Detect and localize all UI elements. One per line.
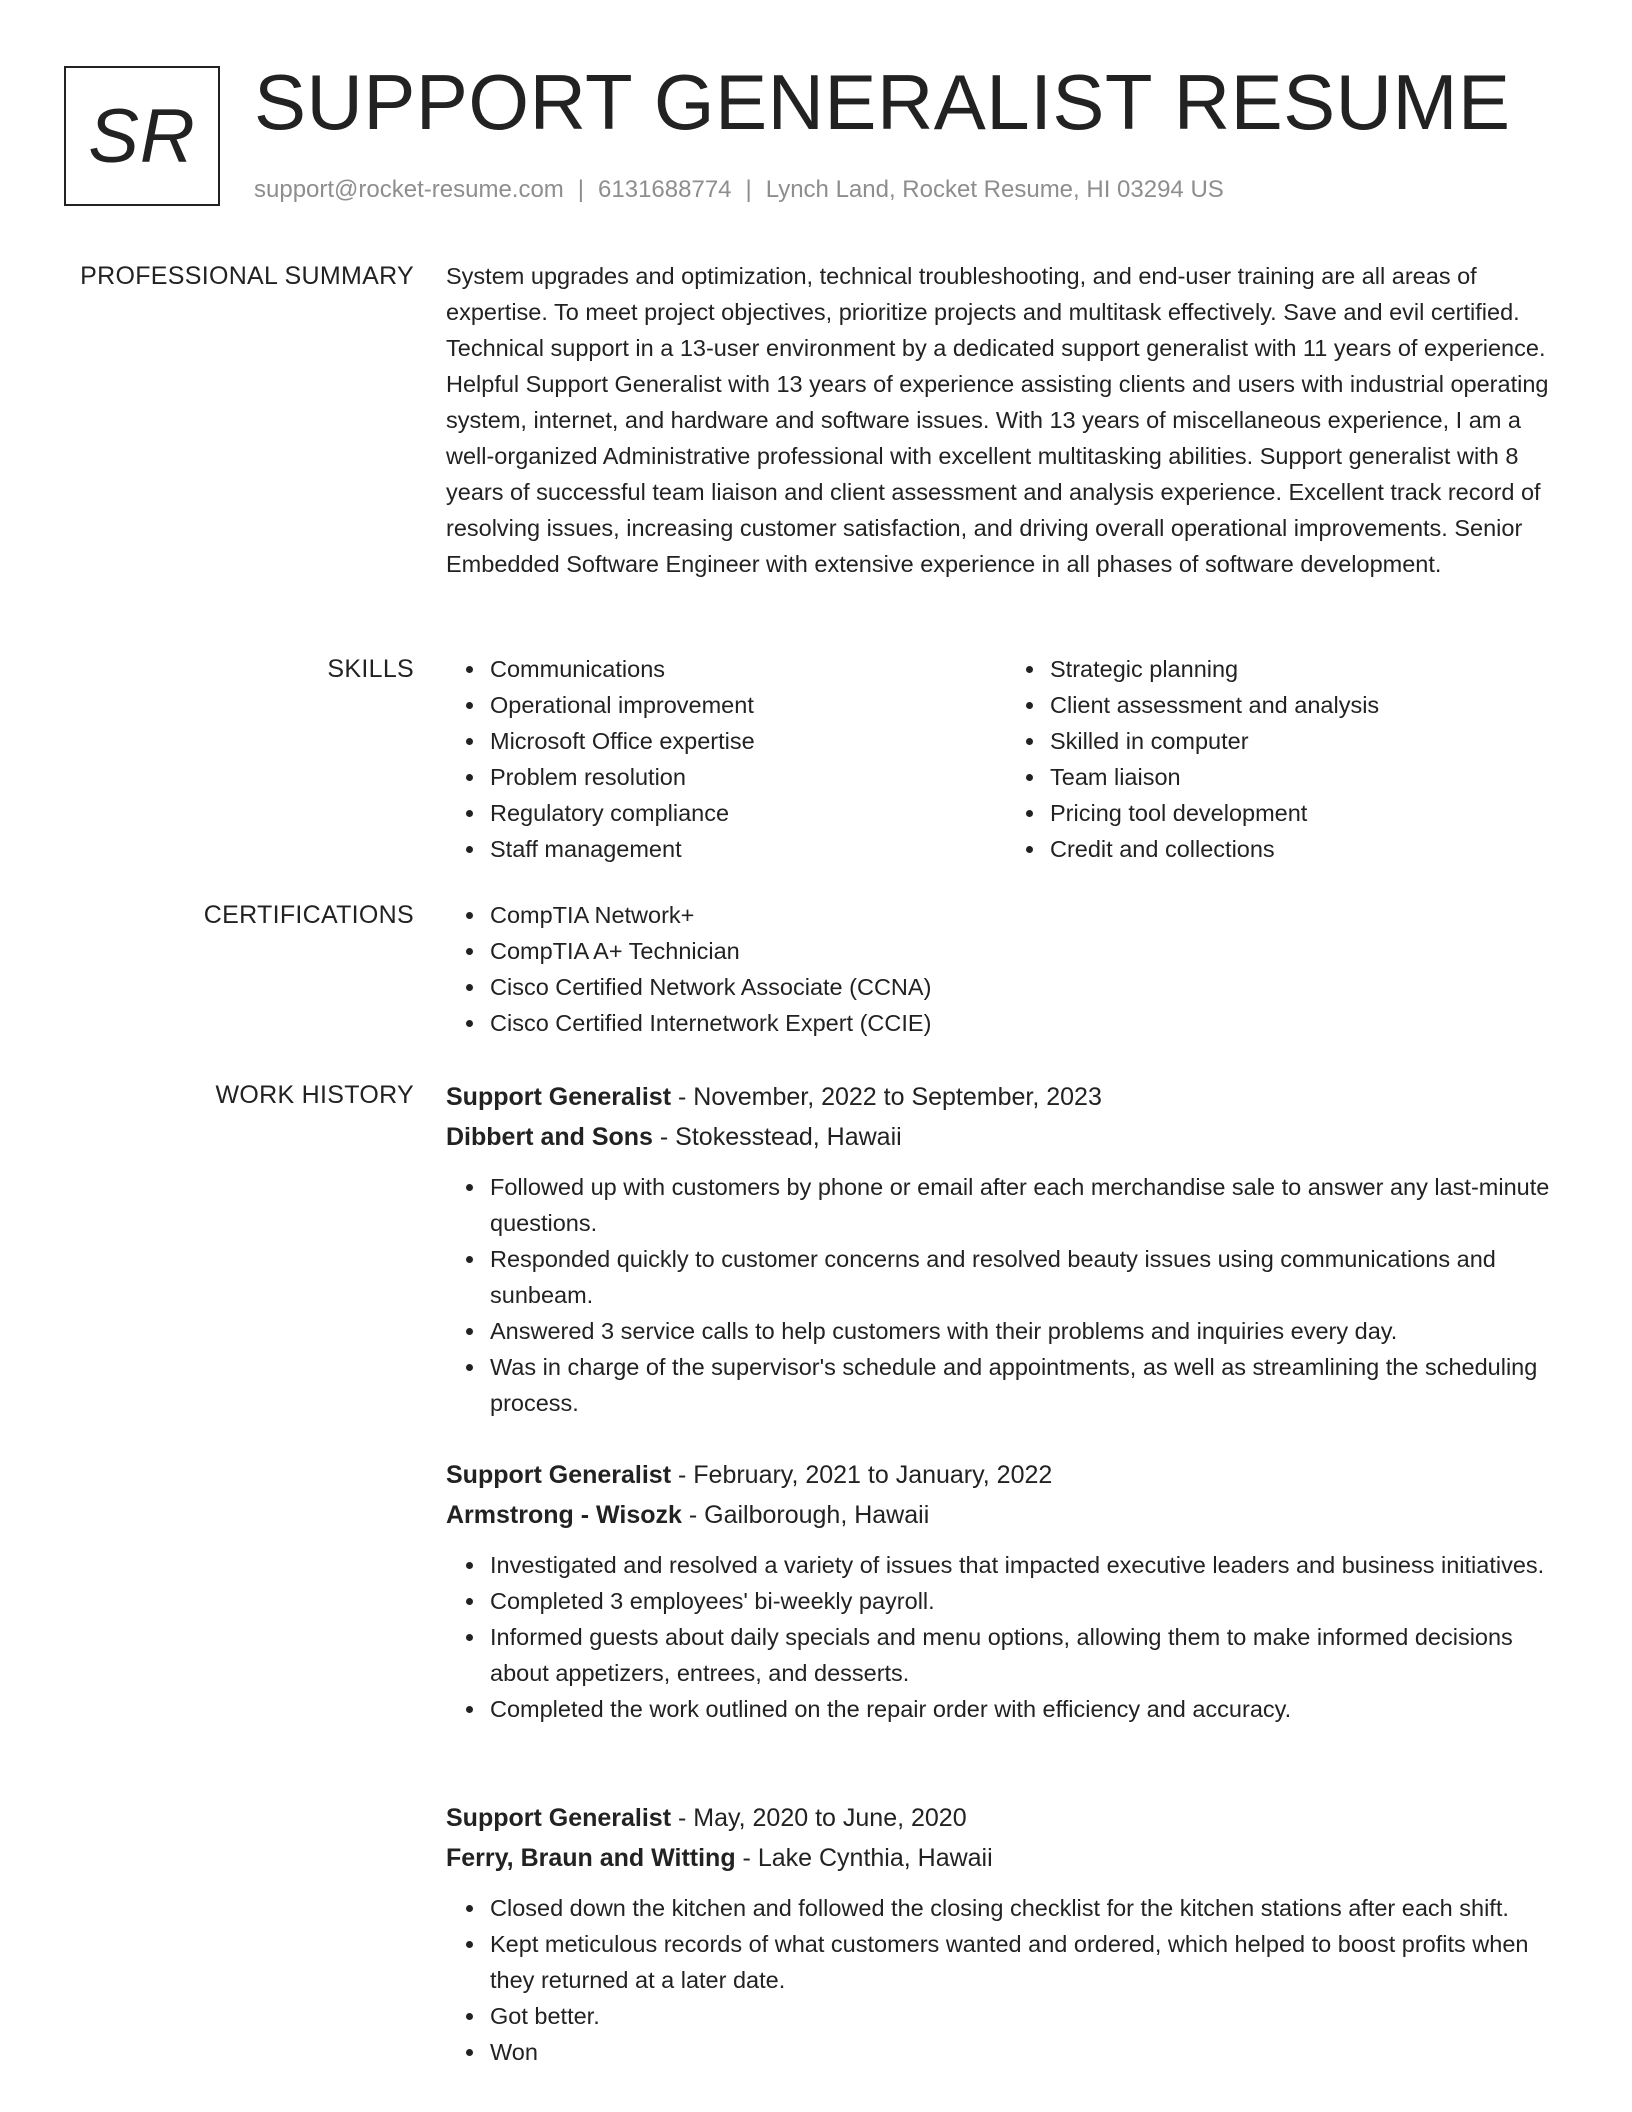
certification-item: Cisco Certified Network Associate (CCNA) <box>490 969 1566 1005</box>
skill-item: Staff management <box>490 831 1006 867</box>
job-bullet: Followed up with customers by phone or email after each merchandise sale to answer any last-minute questions. <box>490 1169 1566 1241</box>
section-heading-summary: PROFESSIONAL SUMMARY <box>80 262 414 290</box>
section-heading-skills: SKILLS <box>327 655 414 683</box>
job-bullet: Kept meticulous records of what customers wanted and ordered, which helped to boost profits when they returned at a later date. <box>490 1926 1566 1998</box>
certification-item: CompTIA A+ Technician <box>490 933 1566 969</box>
skill-item: Credit and collections <box>1050 831 1566 867</box>
job-bullet: Informed guests about daily specials and menu options, allowing them to make informed decisions about appetizers, entrees, and desserts. <box>490 1619 1566 1691</box>
job-title: Support Generalist <box>446 1804 672 1832</box>
job-company: Ferry, Braun and Witting <box>446 1844 736 1872</box>
monogram-initials: SR <box>88 93 196 179</box>
job-bullet: Responded quickly to customer concerns and resolved beauty issues using communications and sunbeam. <box>490 1241 1566 1313</box>
skills-body <box>446 651 1566 867</box>
job-company-line <box>446 1495 1566 1535</box>
job-bullet: Investigated and resolved a variety of issues that impacted executive leaders and business initiatives. <box>490 1547 1566 1583</box>
skills-list-right <box>1006 651 1566 867</box>
job-bullet: Got better. <box>490 1998 1566 2034</box>
job-bullet: Was in charge of the supervisor's schedule and appointments, as well as streamlining the scheduling process. <box>490 1349 1566 1421</box>
job-title: Support Generalist <box>446 1461 672 1489</box>
section-heading-work-history: WORK HISTORY <box>215 1081 414 1109</box>
skill-item: Operational improvement <box>490 687 1006 723</box>
job-bullet: Completed 3 employees' bi-weekly payroll. <box>490 1583 1566 1619</box>
certifications-body <box>446 897 1566 1041</box>
job-location: - Lake Cynthia, Hawaii <box>735 1844 993 1872</box>
job-dates: - November, 2022 to September, 2023 <box>671 1083 1102 1111</box>
contact-separator: | <box>577 176 585 203</box>
job-bullet: Answered 3 service calls to help customers with their problems and inquiries every day. <box>490 1313 1566 1349</box>
job-bullet: Closed down the kitchen and followed the closing checklist for the kitchen stations after each shift. <box>490 1890 1566 1926</box>
skill-item: Skilled in computer <box>1050 723 1566 759</box>
certifications-list <box>446 897 1566 1041</box>
skill-item: Problem resolution <box>490 759 1006 795</box>
job-location: - Stokesstead, Hawaii <box>652 1123 902 1151</box>
job-company: Armstrong - Wisozk <box>446 1501 682 1529</box>
job-dates: - May, 2020 to June, 2020 <box>671 1804 967 1832</box>
skill-item: Strategic planning <box>1050 651 1566 687</box>
contact-phone[interactable]: 6131688774 <box>598 176 732 203</box>
section-heading-certifications: CERTIFICATIONS <box>203 901 414 929</box>
job-bullets <box>446 1169 1566 1421</box>
skill-item: Regulatory compliance <box>490 795 1006 831</box>
skill-item: Team liaison <box>1050 759 1566 795</box>
contact-separator: | <box>745 176 752 203</box>
job-company-line <box>446 1117 1566 1157</box>
monogram-box <box>64 66 220 206</box>
job-entry <box>446 1455 1566 1727</box>
contact-line <box>254 176 1224 204</box>
job-bullets <box>446 1547 1566 1727</box>
skills-list-left <box>446 651 1006 867</box>
job-title: Support Generalist <box>446 1083 672 1111</box>
job-bullets <box>446 1890 1566 2070</box>
summary-text: System upgrades and optimization, technical troubleshooting, and end-user training are all areas of expertise. To meet project objectives, prioritize projects and multitask effectively. Save and evil certified. Technical support in a 13-user environment by a dedicated support generalist with 11 years of experience. Helpful Support Generalist with 13 years of experience assisting clients and users with industrial operating system, internet, and hardware and software issues. With 13 years of miscellaneous experience, I am a well-organized Administrative professional with excellent multitasking abilities. Support generalist with 8 years of successful team liaison and client assessment and analysis experience. Excellent track record of resolving issues, increasing customer satisfaction, and driving overall operational improvements. Senior Embedded Software Engineer with extensive experience in all phases of software development. <box>446 263 1549 577</box>
job-title-line <box>446 1798 1566 1838</box>
job-company: Dibbert and Sons <box>446 1123 653 1151</box>
job-location: - Gailborough, Hawaii <box>681 1501 930 1529</box>
job-title-line <box>446 1455 1566 1495</box>
job-title-line <box>446 1077 1566 1117</box>
job-entry <box>446 1798 1566 2070</box>
skill-item: Pricing tool development <box>1050 795 1566 831</box>
contact-email[interactable]: support@rocket-resume.com <box>254 176 564 203</box>
job-entry <box>446 1077 1566 1421</box>
skill-item: Microsoft Office expertise <box>490 723 1006 759</box>
summary-body <box>446 258 1566 582</box>
job-bullet: Won <box>490 2034 1566 2070</box>
certification-item: Cisco Certified Internetwork Expert (CCIE) <box>490 1005 1566 1041</box>
contact-address: Lynch Land, Rocket Resume, HI 03294 US <box>765 176 1224 203</box>
job-company-line <box>446 1838 1566 1878</box>
certification-item: CompTIA Network+ <box>490 897 1566 933</box>
job-dates: - February, 2021 to January, 2022 <box>671 1461 1053 1489</box>
job-bullet: Completed the work outlined on the repair order with efficiency and accuracy. <box>490 1691 1566 1727</box>
skill-item: Client assessment and analysis <box>1050 687 1566 723</box>
resume-title: SUPPORT GENERALIST RESUME <box>254 58 1511 146</box>
skill-item: Communications <box>490 651 1006 687</box>
